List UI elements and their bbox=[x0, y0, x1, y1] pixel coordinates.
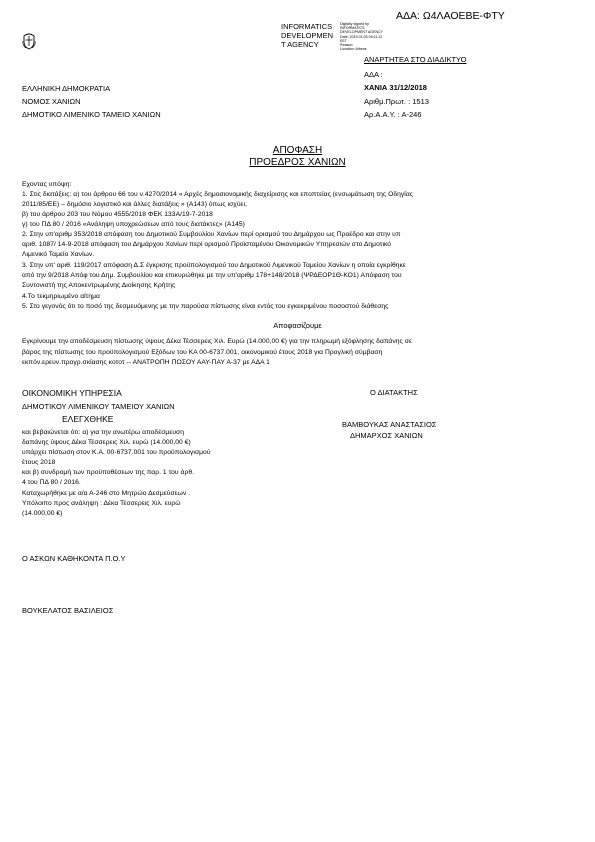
check-line: Καταχωρήθηκε με α/α Α-246 στο Μητρώο Δεσμεύσεων . bbox=[22, 490, 191, 497]
financial-service-title: ΟΙΚΟΝΟΜΙΚΗ ΥΠΗΡΕΣΙΑ bbox=[22, 388, 122, 398]
ada-header: ΑΔΑ: Ω4ΛΑΟΕΒΕ-ΦΤΥ bbox=[396, 10, 505, 22]
decide-heading: Αποφασίζουμε bbox=[273, 321, 322, 330]
informatics-agency-label: INFORMATICS DEVELOPMEN T AGENCY bbox=[281, 22, 334, 49]
check-line: έτους 2018 bbox=[22, 459, 56, 466]
place-date: ΧΑΝΙΑ 31/12/2018 bbox=[364, 83, 427, 92]
body-line: 2. Στην υπ'αριθμ 353/2018 απόφαση του Δημοτικού Συμβουλίου Χανίων περί ορισμού του Δημάρχου ως Προέδρο και στην υπ bbox=[22, 231, 401, 238]
body-line: Εχοντας υπόψη: bbox=[22, 181, 72, 188]
decision-line: εκπόν.ερευν.προγρ.σκίασης κοτοτ -- ΑΝΑΤΡΟΠΗ ΠΟΣΟΥ ΑΑΥ-ΠΑΥ Α-37 με ΑΔΑ 1 bbox=[22, 359, 270, 366]
body-line: γ) του ΠΔ 80 / 2016 «Ανάληψη υποχρεώσεων από τους διατάκτες» (Α145) bbox=[22, 221, 245, 228]
check-line: (14.000,00 €) bbox=[22, 510, 63, 517]
body-line: 3. Στην υπ' αριθ. 119/2017 απόφαση Δ.Σ έγκρισης προϋπολογισμού του Δημοτικού Λιμενικού Ταμείου Χανίων η οποία εγκρίθηκε bbox=[22, 262, 406, 269]
header-prefecture: ΝΟΜΟΣ ΧΑΝΙΩΝ bbox=[22, 97, 81, 106]
check-line: δαπάνης ύψους Δέκα Τέσσερεις Χιλ. ευρώ (14.000,00 €) bbox=[22, 439, 191, 446]
financial-service-subtitle: ΔΗΜΟΤΙΚΟΥ ΛΙΜΕΝΙΚΟΥ ΤΑΜΕΙΟΥ ΧΑΝΙΩΝ bbox=[22, 402, 175, 411]
signatory-name: ΒΑΜΒΟΥΚΑΣ ΑΝΑΣΤΑΣΙΟΣ bbox=[342, 420, 437, 429]
header-port-fund: ΔΗΜΟΤΙΚΟ ΛΙΜΕΝΙΚΟ ΤΑΜΕΙΟ ΧΑΝΙΩΝ bbox=[22, 110, 161, 119]
acting-head-label: Ο ΑΣΚΩΝ ΚΑΘΗΚΟΝΤΑ Π.Ο.Υ bbox=[22, 554, 126, 563]
document-subtitle: ΠΡΟΕΔΡΟΣ ΧΑΝΙΩΝ bbox=[249, 157, 346, 168]
check-line: και β) συνδρομή των προϋποθέσεων της παρ. 1 του άρθ. bbox=[22, 469, 194, 476]
acting-head-name: ΒΟΥΚΕΛΑΤΟΣ ΒΑΣΙΛΕΙΟΣ bbox=[22, 606, 114, 615]
body-line: 5. Στο γεγονός ότι το ποσό της δεσμευόμενης με την παρούσα πίστωσης είναι εντός του εγκεκριμένου ποσοστού διάθεσης bbox=[22, 303, 389, 310]
header-republic: ΕΛΛΗΝΙΚΗ ΔΗΜΟΚΡΑΤΙΑ bbox=[22, 84, 111, 93]
decision-line: Εγκρίνουμε την αποδέσμευση πίστωσης ύψους Δέκα Τέσσερεις Χιλ. Ευρώ (14.000,00 €) για την πληρωμή εξόφλησης δαπάνης σε bbox=[22, 338, 412, 345]
body-line: 2011/85/ΕΕ) – δημόσιο λογιστικό και άλλες διατάξεις » (Α143) όπως ισχύει, bbox=[22, 201, 248, 208]
check-line: υπάρχει πίστωση στον Κ.Α. 00-6737.001 του προϋπολογισμού bbox=[22, 449, 211, 456]
body-line: από την 9/2018 Απόφ του Δημ. Συμβουλίου και επικυρώθηκε με την υπ'αριθμ 178+148/2018 (ΨΡΔΕΟΡ1Θ-ΚΟ1) Απόφαση του bbox=[22, 272, 402, 279]
document-title: ΑΠΟΦΑΣΗ bbox=[272, 145, 323, 156]
check-line: Υπόλοιπο προς ανάληψη : Δέκα Τέσσερεις Χιλ. ευρώ bbox=[22, 500, 181, 507]
body-line: Συντονιστή της Αποκεντρωμένης Διοίκησης Κρήτης bbox=[22, 282, 176, 289]
decision-line: βάρος της πίστωσης του προϋπολογισμού Εξόδων του ΚΑ 00-6737.001, οικονομικού έτους 2018 για Προγλική σύμβαση bbox=[22, 349, 383, 356]
check-line: και βεβαιώνεται ότι: α) για την ανωτέρω αποδέσμευση bbox=[22, 429, 185, 436]
body-line: Λιμενικό Ταμείο Χανίων. bbox=[22, 251, 95, 258]
signatory-title: ΔΗΜΑΡΧΟΣ ΧΑΝΙΩΝ bbox=[350, 431, 423, 440]
check-line: 4 του ΠΔ 80 / 2016. bbox=[22, 479, 81, 486]
authorizing-officer-label: Ο ΔΙΑΤΑΚΤΗΣ bbox=[370, 388, 418, 397]
digital-signature-stamp: Digitally signed by INFORMATICS DEVELOPMENT AGENCY Date: 2019.01.03 09:11:12 EET Reason: Location: Athens bbox=[340, 22, 384, 52]
ada-field: ΑΔΑ : bbox=[364, 70, 383, 79]
publish-online-label: ΑΝΑΡΤΗΤΕΑ ΣΤΟ ΔΙΑΔΙΚΤΥΟ bbox=[364, 55, 467, 64]
body-line: β) του άρθρου 203 του Νόμου 4555/2018 ΦΕΚ 133Α/19-7-2018 bbox=[22, 211, 213, 218]
body-line: 1. Στις διατάξεις: α) του άρθρου 66 του ν.4270/2014 « Αρχές δημοσιονομικής διαχείρισης και εποπτείας (ενσωμάτωση της Οδηγίας bbox=[22, 191, 414, 198]
greek-coat-of-arms-icon bbox=[22, 32, 36, 50]
protocol-number: Αριθμ.Πρωτ. : 1513 bbox=[364, 97, 429, 106]
aay-number: Αρ.Α.Α.Υ. : Α-246 bbox=[364, 110, 422, 119]
checked-label: ΕΛΕΓΧΘΗΚΕ bbox=[62, 414, 114, 424]
body-line: 4.Το τεκμηριωμένο αίτημα bbox=[22, 293, 100, 300]
body-line: αριθ. 1087/ 14-9-2018 απόφαση του Δημάρχου Χανίων περί ορισμού Προϊσταμένου Οικονομικών Υπηρεσιών στο Δημοτικό bbox=[22, 241, 392, 248]
